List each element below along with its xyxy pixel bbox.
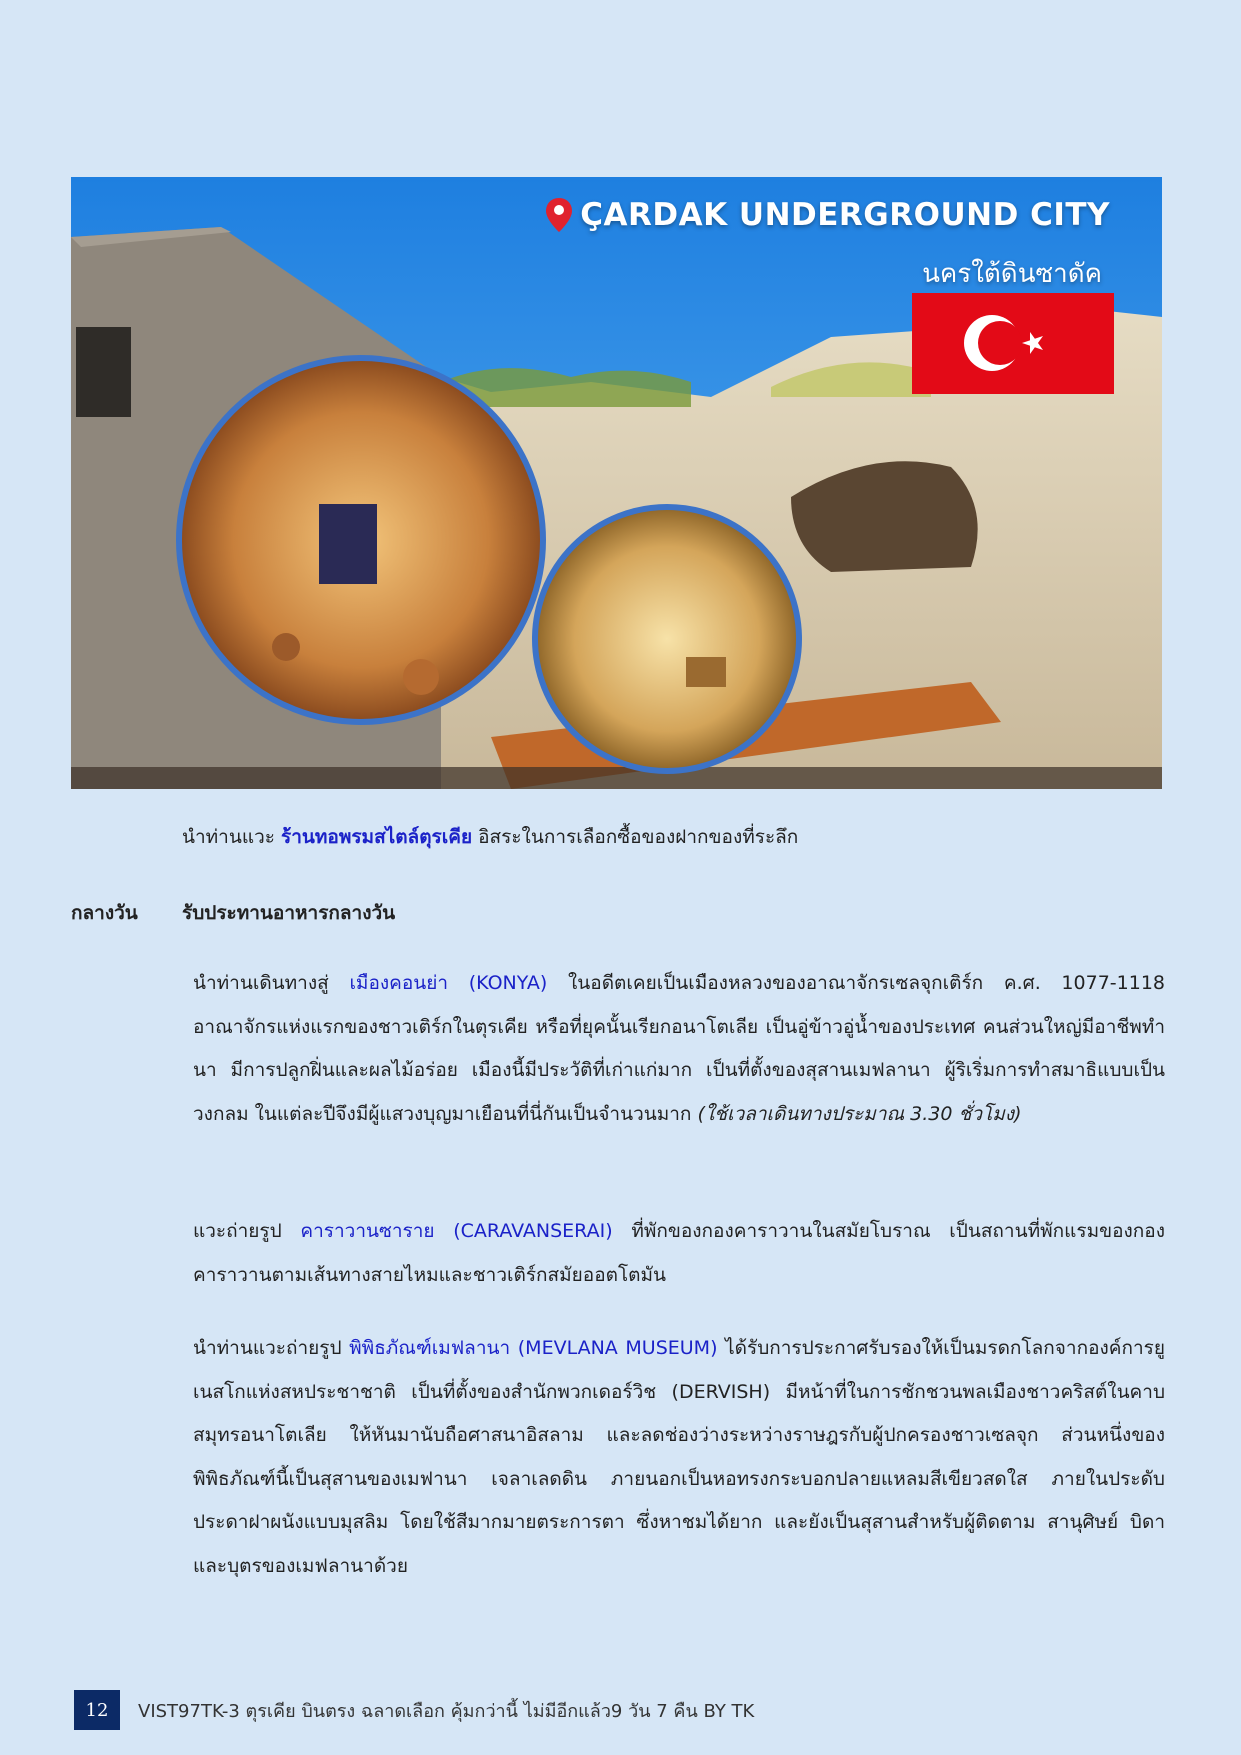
mevlana-highlight: พิพิธภัณฑ์เมฟลานา (MEVLANA MUSEUM): [349, 1337, 718, 1359]
caravanserai-highlight: คาราวานซาราย (CARAVANSERAI): [300, 1220, 613, 1242]
hero-title: [546, 197, 1110, 233]
hero-image: [71, 177, 1162, 789]
lunch-text: รับประทานอาหารกลางวัน: [182, 902, 396, 924]
carpet-shop-highlight: ร้านทอพรมสไตล์ตุรเคีย: [281, 826, 473, 848]
map-pin-icon: [546, 198, 572, 232]
konya-paragraph: นำท่านเดินทางสู่ เมืองคอนย่า (KONYA) ในอดีตเคยเป็นเมืองหลวงของอาณาจักรเซลจุกเติร์ก ค.ศ. 1077-1118 อาณาจักรแห่งแรกของชาวเติร์กในตุรเคีย หรือที่ยุคนั้นเรียกอนาโตเลีย เป็นอู่ข้าวอู่น้ำของประเทศ คนส่วนใหญ่มีอาชีพทำนา มีการปลูกฝิ่นและผลไม้อร่อย เมืองนี้มีประวัติที่เก่าแก่มาก เป็นที่ตั้งของสุสานเมฟลานา ผู้ริเริ่มการทำสมาธิแบบเป็นวงกลม ในแต่ละปีจึงมีผู้แสวงบุญมาเยือนที่นี่กันเป็นจำนวนมาก (ใช้เวลาเดินทางประมาณ 3.30 ชั่วโมง): [193, 972, 1165, 1125]
lunch-time-label: กลางวัน: [71, 902, 138, 924]
turkey-flag-icon: [912, 293, 1114, 394]
travel-time-note: (ใช้เวลาเดินทางประมาณ 3.30 ชั่วโมง): [697, 1102, 1022, 1125]
page-number: 12: [74, 1690, 120, 1730]
mevlana-paragraph: นำท่านแวะถ่ายรูป พิพิธภัณฑ์เมฟลานา (MEVLANA MUSEUM) ได้รับการประกาศรับรองให้เป็นมรดกโลกจากองค์การยูเนสโกแห่งสหประชาชาติ เป็นที่ตั้งของสำนักพวกเดอร์วิช (DERVISH) มีหน้าที่ในการชักชวนพลเมืองชาวคริสต์ในคาบสมุทรอนาโตเลีย ให้หันมานับถือศาสนาอิสลาม และลดช่องว่างระหว่างราษฎรกับผู้ปกครองชาวเซลจุก ส่วนหนึ่งของพิพิธภัณฑ์นี้เป็นสุสานของเมฟานา เจลาเลดดิน ภายนอกเป็นหอทรงกระบอกปลายแหลมสีเขียวสดใส ภายในประดับประดาฝาผนังแบบมุสลิม โดยใช้สีมากมายตระการตา ซึ่งหาชมได้ยาก และยังเป็นสุสานสำหรับผู้ติดตาม สานุศิษย์ บิดา และบุตรของเมฟลานาด้วย: [193, 1337, 1165, 1577]
shopping-intro: นำท่านแวะ ร้านทอพรมสไตล์ตุรเคีย อิสระในการเลือกซื้อของฝากของที่ระลึก: [182, 826, 799, 848]
konya-highlight: เมืองคอนย่า (KONYA): [349, 972, 548, 994]
lunch-row: [71, 898, 395, 928]
caravanserai-paragraph: แวะถ่ายรูป คาราวานซาราย (CARAVANSERAI) ที่พักของกองคาราวานในสมัยโบราณ เป็นสถานที่พักแรมของกองคาราวานตามเส้นทางสายไหมและชาวเติร์กสมัยออตโตมัน: [193, 1220, 1165, 1286]
page-footer: [74, 1690, 754, 1730]
hero-subtitle: นครใต้ดินซาดัค: [922, 259, 1102, 289]
hero-title-text: ÇARDAK UNDERGROUND CITY: [580, 197, 1110, 233]
footer-text: VIST97TK-3 ตุรเคีย บินตรง ฉลาดเลือก คุ้มกว่านี้ ไม่มีอีกแล้ว9 วัน 7 คืน BY TK: [138, 1700, 755, 1722]
